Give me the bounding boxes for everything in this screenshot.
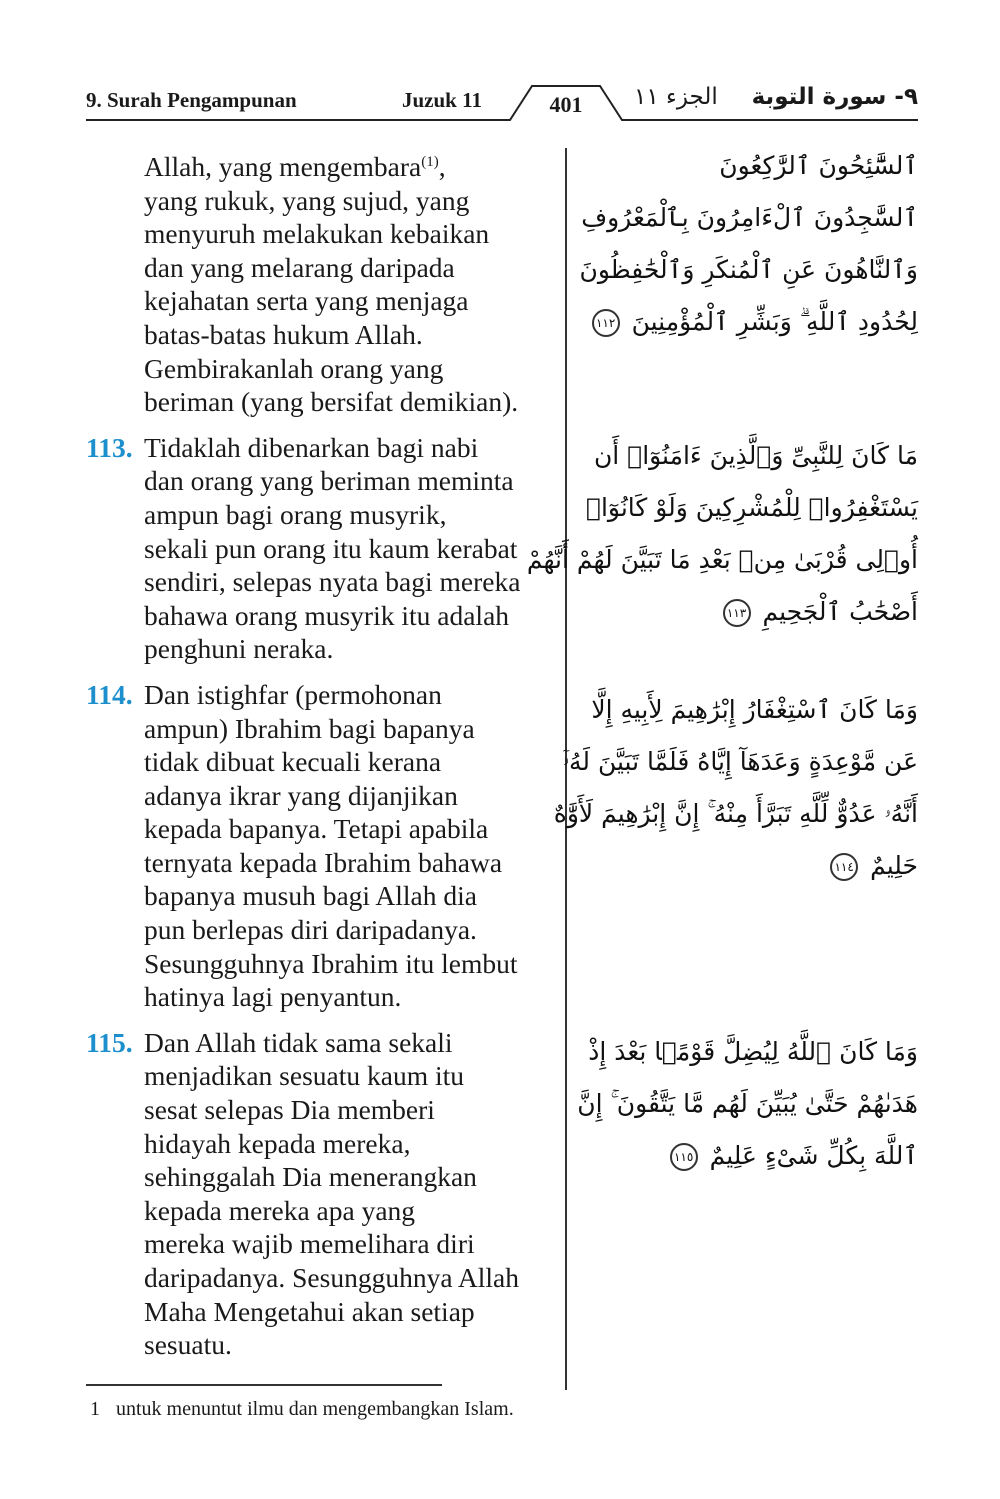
ayah-end-marker: ١١٤ [830,853,858,881]
arabic-line: لِحُدُودِ ٱللَّهِ ۗ وَبَشِّرِ ٱلْمُؤْمِنِينَ ١١٢ [585,296,918,348]
surah-title: 9. Surah Pengampunan [86,88,297,112]
ayah-end-marker: ١١٢ [592,309,620,337]
arabic-line: وَٱلنَّاهُونَ عَنِ ٱلْمُنكَرِ وَٱلْحَٰفِظُونَ [579,255,918,284]
arabic-verse-112 [579,140,918,348]
arabic-line: وَمَا كَانَ ٱللَّهُ لِيُضِلَّ قَوْمًۢا بَعْدَ إِذْ [588,1037,918,1066]
arabic-line: ٱلسَّٰجِدُونَ ٱلْءَامِرُونَ بِٱلْمَعْرُوفِ [581,203,918,232]
footnote-rule [86,1384,442,1386]
juzuk-label: Juzuk 11 [402,88,482,112]
page-number: 401 [549,92,583,117]
arabic-line: أَنَّهُۥ عَدُوٌّ لِّلَّهِ تَبَرَّأَ مِنْهُ ۚ إِنَّ إِبْرَٰهِيمَ لَأَوَّٰهٌ [553,799,918,828]
verse-113 [86,431,556,666]
juz-arabic: الجزء ١١ [634,84,718,110]
surah-arabic: ٩- سورة التوبة [751,84,918,110]
verse-text: Allah, yang mengembara$^{(1)}$, yang rukuk, yang sujud, yang menyuruh melakukan kebaikan dan yang melarang daripada kejahatan serta yang menjaga batas-batas hukum Allah. Gembirakanlah orang yang beriman (yang bersifat demikian). [144,151,519,418]
verse-text: Dan istighfar (permohonan ampun) Ibrahim bagi bapanya tidak dibuat kecuali kerana adanya ikrar yang dijanjikan kepada bapanya. Tetapi apabila ternyata kepada Ibrahim bahawa bapanya musuh bagi Allah dia pun berlepas diri daripadanya. Sesungguhnya Ibrahim itu lembut hatinya lagi penyantun. [144,678,518,1013]
arabic-line: يَسْتَغْفِرُوا۟ لِلْمُشْرِكِينَ وَلَوْ كَانُوٓا۟ [585,493,918,522]
ayah-end-marker: ١١٣ [723,599,751,627]
footnote-ref[interactable]: (1) [421,153,439,170]
arabic-line: أُو۟لِى قُرْبَىٰ مِنۢ بَعْدِ مَا تَبَيَّنَ لَهُمْ أَنَّهُمْ [526,545,918,574]
translation-column [86,150,556,1374]
arabic-line: هَدَىٰهُمْ حَتَّىٰ يُبَيِّنَ لَهُم مَّا يَتَّقُونَ ۚ إِنَّ [577,1089,918,1118]
page-header [86,84,918,122]
arabic-line: عَن مَّوْعِدَةٍ وَعَدَهَآ إِيَّاهُ فَلَمَّا تَبَيَّنَ لَهُۥٓ [562,747,918,776]
arabic-verse-114 [553,684,918,892]
footnote-number: 1 [90,1398,100,1420]
arabic-line: أَصْحَٰبُ ٱلْجَحِيمِ ١١٣ [585,586,918,638]
verse-number: 114. [86,678,133,710]
verse-number: 115. [86,1026,133,1058]
arabic-line: ٱللَّهَ بِكُلِّ شَىْءٍ عَلِيمٌ ١١٥ [585,1130,918,1182]
verse-112-continuation [86,150,556,419]
verse-number: 113. [86,431,133,463]
arabic-line: وَمَا كَانَ ٱسْتِغْفَارُ إِبْرَٰهِيمَ لِأَبِيهِ إِلَّا [591,695,918,724]
arabic-line: ٱلسَّٰٓئِحُونَ ٱلرَّٰكِعُونَ [719,151,918,180]
arabic-line: حَلِيمٌ ١١٤ [585,840,918,892]
footnote [90,1398,514,1421]
verse-114 [86,678,556,1014]
verse-text: Dan Allah tidak sama sekali menjadikan sesuatu kaum itu sesat selepas Dia memberi hidayah kepada mereka, sehinggalah Dia menerangkan kepada mereka apa yang mereka wajib memelihara diri daripadanya. Sesungguhnya Allah Maha Mengetahui akan setiap sesuatu. [144,1026,519,1361]
arabic-line: مَا كَانَ لِلنَّبِىِّ وَٱلَّذِينَ ءَامَنُوٓا۟ أَن [593,441,918,470]
footnote-text: untuk menuntut ilmu dan mengembangkan Islam. [116,1398,514,1420]
verse-115 [86,1026,556,1362]
arabic-verse-113 [526,430,918,638]
ayah-end-marker: ١١٥ [670,1143,698,1171]
verse-text: Tidaklah dibenarkan bagi nabi dan orang yang beriman meminta ampun bagi orang musyrik, sekali pun orang itu kaum kerabat sendiri, selepas nyata bagi mereka bahawa orang musyrik itu adalah penghuni neraka. [144,431,521,665]
arabic-verse-115 [577,1026,918,1182]
